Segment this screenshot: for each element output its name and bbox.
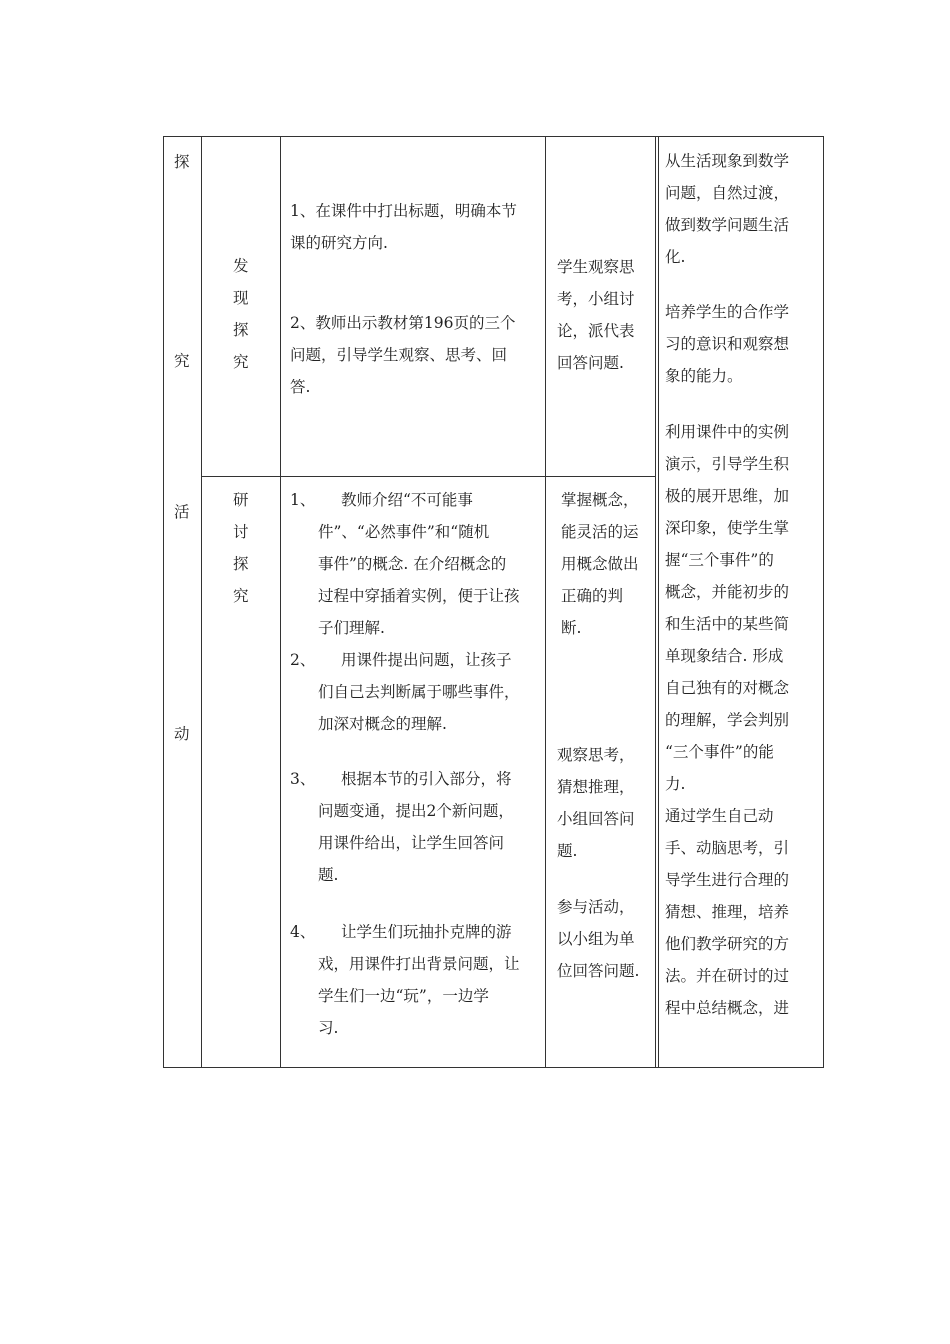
stage-char: 动: [174, 725, 190, 743]
text-line: 题.: [318, 866, 339, 884]
text-line: 从生活现象到数学: [665, 152, 790, 170]
text-line: 问题，引导学生观察、思考、回: [290, 346, 508, 364]
item-number: 2、: [290, 651, 316, 669]
text-line: 深印象，使学生掌: [665, 519, 790, 537]
text-line: 断.: [561, 619, 582, 637]
text-line: 猜想、推理，培养: [665, 903, 790, 921]
text-line: 观察思考，: [557, 746, 635, 764]
text-line: 正确的判: [561, 587, 624, 605]
text-line: 根据本节的引入部分，将: [341, 770, 512, 788]
text-line: 加深对概念的理解.: [318, 715, 447, 733]
table-border-top: [163, 136, 824, 137]
text-line: 1、在课件中打出标题，明确本节: [290, 202, 517, 220]
text-line: 的理解，学会判别: [665, 711, 790, 729]
text-line: 利用课件中的实例: [665, 423, 790, 441]
table-border-right: [823, 136, 824, 1068]
text-line: 答.: [290, 378, 311, 396]
text-line: 能灵活的运: [561, 523, 639, 541]
text-line: 以小组为单: [557, 930, 635, 948]
text-line: 导学生进行合理的: [665, 871, 790, 889]
text-line: 演示，引导学生积: [665, 455, 790, 473]
stage-char: 究: [174, 352, 190, 370]
table-border-left: [163, 136, 164, 1068]
text-line: 通过学生自己动: [665, 807, 774, 825]
text-line: 猜想推理，: [557, 778, 635, 796]
text-line: 握“三个事件”的: [665, 551, 774, 569]
text-line: 学生观察思: [557, 258, 635, 276]
text-line: 课的研究方向.: [290, 234, 388, 252]
discover-title-char: 发: [233, 257, 249, 275]
text-line: 考，小组讨: [557, 290, 635, 308]
text-line: 过程中穿插着实例，便于让孩: [318, 587, 520, 605]
text-line: 戏，用课件打出背景问题，让: [318, 955, 520, 973]
text-line: 象的能力。: [665, 367, 743, 385]
discuss-title-char: 探: [233, 555, 249, 573]
text-line: 教师介绍“不可能事: [341, 491, 473, 509]
text-line: 单现象结合. 形成: [665, 647, 784, 665]
row-divider: [201, 476, 656, 477]
text-line: 论，派代表: [557, 322, 635, 340]
text-line: 位回答问题.: [557, 962, 640, 980]
text-line: 用课件给出，让学生回答问: [318, 834, 505, 852]
discuss-title-char: 讨: [233, 523, 249, 541]
item-number: 3、: [290, 770, 316, 788]
text-line: 程中总结概念，进: [665, 999, 790, 1017]
text-line: 他们教学研究的方: [665, 935, 790, 953]
text-line: 概念，并能初步的: [665, 583, 790, 601]
text-line: 法。并在研讨的过: [665, 967, 790, 985]
text-line: 自己独有的对概念: [665, 679, 790, 697]
discuss-title-char: 究: [233, 587, 249, 605]
stage-char: 活: [174, 503, 190, 521]
text-line: 手、动脑思考，引: [665, 839, 790, 857]
column-divider-4b: [658, 136, 659, 1068]
discuss-title-char: 研: [233, 491, 249, 509]
table-border-bottom: [163, 1067, 824, 1068]
text-line: 事件”的概念. 在介绍概念的: [318, 555, 507, 573]
text-line: 力.: [665, 775, 686, 793]
text-line: 参与活动，: [557, 898, 635, 916]
column-divider-2: [280, 136, 281, 1068]
text-line: 们自己去判断属于哪些事件，: [318, 683, 520, 701]
text-line: 用概念做出: [561, 555, 639, 573]
text-line: 和生活中的某些简: [665, 615, 790, 633]
text-line: 回答问题.: [557, 354, 624, 372]
column-divider-4: [655, 136, 656, 1068]
discover-title-char: 探: [233, 321, 249, 339]
text-line: 化.: [665, 248, 686, 266]
text-line: 做到数学问题生活: [665, 216, 790, 234]
text-line: 培养学生的合作学: [665, 303, 790, 321]
item-number: 1、: [290, 491, 316, 509]
text-line: 件”、“必然事件”和“随机: [318, 523, 490, 541]
text-line: 用课件提出问题，让孩子: [341, 651, 512, 669]
text-line: 子们理解.: [318, 619, 385, 637]
text-line: 学生们一边“玩”，一边学: [318, 987, 489, 1005]
text-line: 习.: [318, 1019, 339, 1037]
text-line: “三个事件”的能: [665, 743, 774, 761]
text-line: 小组回答问: [557, 810, 635, 828]
stage-char: 探: [174, 153, 190, 171]
column-divider-3: [545, 136, 546, 1068]
text-line: 习的意识和观察想: [665, 335, 790, 353]
text-line: 极的展开思维，加: [665, 487, 790, 505]
text-line: 掌握概念，: [561, 491, 639, 509]
text-line: 问题，自然过渡，: [665, 184, 790, 202]
discover-title-char: 究: [233, 353, 249, 371]
text-line: 问题变通，提出2个新问题，: [318, 802, 514, 820]
discover-title-char: 现: [233, 289, 249, 307]
text-line: 2、教师出示教材第196页的三个: [290, 314, 516, 332]
item-number: 4、: [290, 923, 316, 941]
column-divider-1: [201, 136, 202, 1068]
text-line: 题.: [557, 842, 578, 860]
text-line: 让学生们玩抽扑克牌的游: [341, 923, 512, 941]
